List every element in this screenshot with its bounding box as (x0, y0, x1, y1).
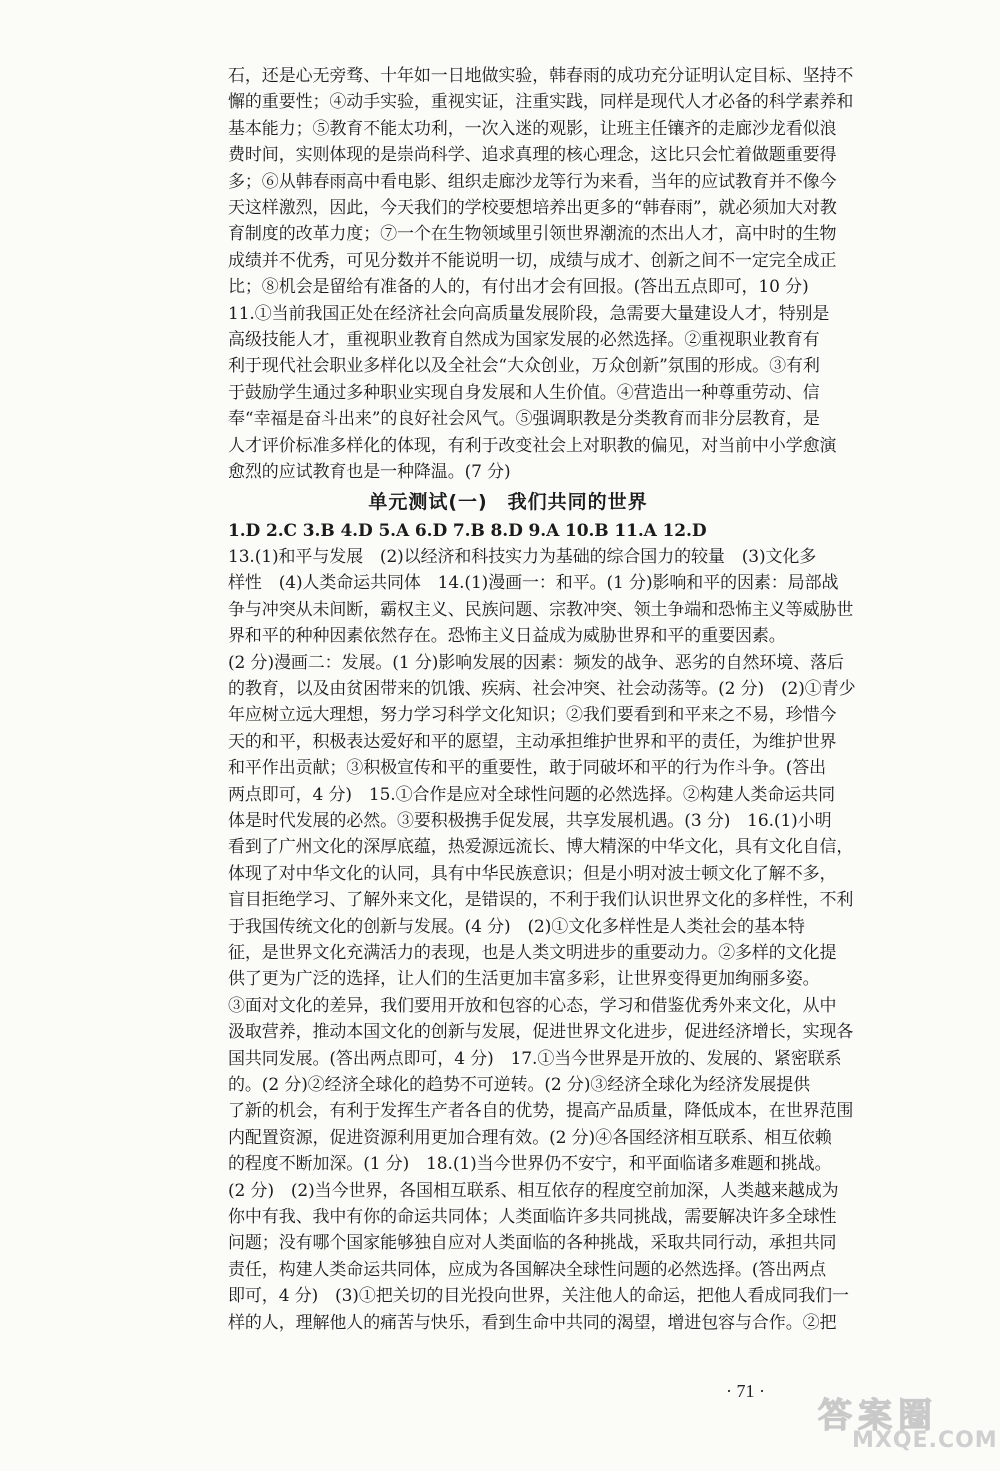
text-line: 懈的重要性；④动手实验，重视实证，注重实践，同样是现代人才必备的科学素养和 (228, 92, 854, 113)
text-line: 的程度不断加深。(1 分) 18.(1)当今世界仍不安宁，和平面临诸多难题和挑战。 (228, 1154, 832, 1175)
text-line: 汲取营养，推动本国文化的创新与发展，促进世界文化进步，促进经济增长，实现各 (228, 1022, 854, 1043)
text-line: 内配置资源，促进资源利用更加合理有效。(2 分)④各国经济相互联系、相互依赖 (228, 1127, 832, 1148)
text-line: 多；⑥从韩春雨高中看电影、组织走廊沙龙等行为来看，当年的应试教育并不像今 (228, 171, 837, 192)
watermark-url: MXQE.COM (852, 1428, 998, 1453)
text-line: 和平作出贡献；③积极宣传和平的重要性，敢于同破坏和平的行为作斗争。(答出 (228, 758, 827, 779)
text-line: 成绩并不优秀，可见分数并不能说明一切，成绩与成才、创新之间不一定完全成正 (228, 250, 837, 271)
text-line: 育制度的改革力度；⑦一个在生物领域里引领世界潮流的杰出人才，高中时的生物 (228, 224, 837, 245)
text-line: 样性 (4)人类命运共同体 14.(1)漫画一：和平。(1 分)影响和平的因素：局部战 (228, 573, 839, 594)
text-line: 国共同发展。(答出两点即可，4 分) 17.①当今世界是开放的、发展的、紧密联系 (228, 1048, 842, 1069)
text-line: 问题；没有哪个国家能够独自应对人类面临的各种挑战，采取共同行动，承担共同 (228, 1233, 837, 1254)
text-line: 愈烈的应试教育也是一种降温。(7 分) (228, 462, 511, 483)
page-number: · 71 · (726, 1381, 765, 1401)
text-line: ③面对文化的差异，我们要用开放和包容的心态，学习和借鉴优秀外来文化，从中 (228, 995, 837, 1016)
text-line: 于我国传统文化的创新与发展。(4 分) (2)①文化多样性是人类社会的基本特 (228, 916, 805, 937)
text-line: 11.①当前我国正处在经济社会向高质量发展阶段，急需要大量建设人才，特别是 (228, 303, 830, 324)
text-line: 征，是世界文化充满活力的表现，也是人类文明进步的重要动力。②多样的文化提 (228, 943, 837, 963)
text-line: 即可，4 分) (3)①把关切的目光投向世界，关注他人的命运，把他人看成同我们一 (228, 1286, 849, 1307)
text-line: 人才评价标准多样化的体现，有利于改变社会上对职教的偏见，对当前中小学愈演 (228, 435, 837, 456)
text-line: 比；⑧机会是留给有准备的人的，有付出才会有回报。(答出五点即可，10 分) (228, 277, 809, 298)
text-line: 样的人，理解他人的痛苦与快乐，看到生命中共同的渴望，增进包容与合作。②把 (228, 1312, 837, 1333)
text-line: 石，还是心无旁骛、十年如一日地做实验，韩春雨的成功充分证明认定目标、坚持不 (228, 66, 854, 86)
text-line: 体是时代发展的必然。③要积极携手促发展，共享发展机遇。(3 分) 16.(1)小明 (228, 810, 832, 831)
text-line: 13.(1)和平与发展 (2)以经济和科技实力为基础的综合国力的较量 (3)文化多 (228, 546, 817, 567)
watermark-logo: 答案圈 (818, 1396, 938, 1436)
choice-answers: 1.D 2.C 3.B 4.D 5.A 6.D 7.B 8.D 9.A 10.B 11.A 12.D (228, 520, 707, 541)
text-line: 体现了对中华文化的认同，具有中华民族意识；但是小明对波士顿文化了解不多， (228, 863, 837, 884)
text-line: 天这样激烈，因此，今天我们的学校要想培养出更多的“韩春雨”，就必须加大对教 (228, 198, 837, 219)
text-line: 于鼓励学生通过多种职业实现自身发展和人生价值。④营造出一种尊重劳动、信 (228, 382, 820, 403)
text-line: 的。(2 分)②经济全球化的趋势不可逆转。(2 分)③经济全球化为经济发展提供 (228, 1075, 811, 1096)
text-line: 天的和平，积极表达爱好和平的愿望，主动承担维护世界和平的责任，为维护世界 (228, 731, 837, 752)
text-line: 奉“幸福是奋斗出来”的良好社会风气。⑤强调职教是分类教育而非分层教育，是 (228, 409, 820, 430)
text-line: (2 分)漫画二：发展。(1 分)影响发展的因素：频发的战争、恶劣的自然环境、落后 (228, 652, 844, 673)
text-line: 争与冲突从未间断，霸权主义、民族问题、宗教冲突、领土争端和恐怖主义等威胁世 (228, 599, 854, 620)
text-line: 责任，构建人类命运共同体，应成为各国解决全球性问题的必然选择。(答出两点 (228, 1259, 827, 1280)
text-line: 界和平的种种因素依然存在。恐怖主义日益成为威胁世界和平的重要因素。 (228, 626, 786, 647)
text-line: 基本能力；⑤教育不能太功利，一次入迷的观影，让班主任镶齐的走廊沙龙看似浪 (228, 118, 837, 139)
text-line: 看到了广州文化的深厚底蕴，热爱源远流长、博大精深的中华文化，具有文化自信， (228, 837, 854, 858)
text-line: 利于现代社会职业多样化以及全社会“大众创业，万众创新”氛围的形成。③有利 (228, 356, 820, 377)
text-line: 高级技能人才，重视职业教育自然成为国家发展的必然选择。②重视职业教育有 (228, 330, 820, 351)
text-line: 的教育，以及由贫困带来的饥饿、疾病、社会冲突、社会动荡等。(2 分) (2)①青少 (228, 678, 856, 699)
text-line: 你中有我、我中有你的命运共同体；人类面临许多共同挑战，需要解决许多全球性 (228, 1207, 837, 1228)
text-line: 了新的机会，有利于发挥生产者各自的优势，提高产品质量，降低成本，在世界范围 (228, 1101, 854, 1122)
text-line: 两点即可，4 分) 15.①合作是应对全球性问题的必然选择。②构建人类命运共同 (228, 784, 835, 805)
text-line: 费时间，实则体现的是崇尚科学、追求真理的核心理念，这比只会忙着做题重要得 (228, 145, 837, 166)
text-line: 盲目拒绝学习、了解外来文化，是错误的，不利于我们认识世界文化的多样性，不利 (228, 890, 854, 911)
section-title: 单元测试(一) 我们共同的世界 (368, 490, 648, 513)
answer-page (228, 63, 856, 1336)
text-line: (2 分) (2)当今世界，各国相互联系、相互依存的程度空前加深，人类越来越成为 (228, 1180, 839, 1201)
text-line: 供了更为广泛的选择，让人们的生活更加丰富多彩，让世界变得更加绚丽多姿。 (228, 969, 820, 990)
text-line: 年应树立远大理想，努力学习科学文化知识；②我们要看到和平来之不易，珍惜今 (228, 705, 837, 726)
